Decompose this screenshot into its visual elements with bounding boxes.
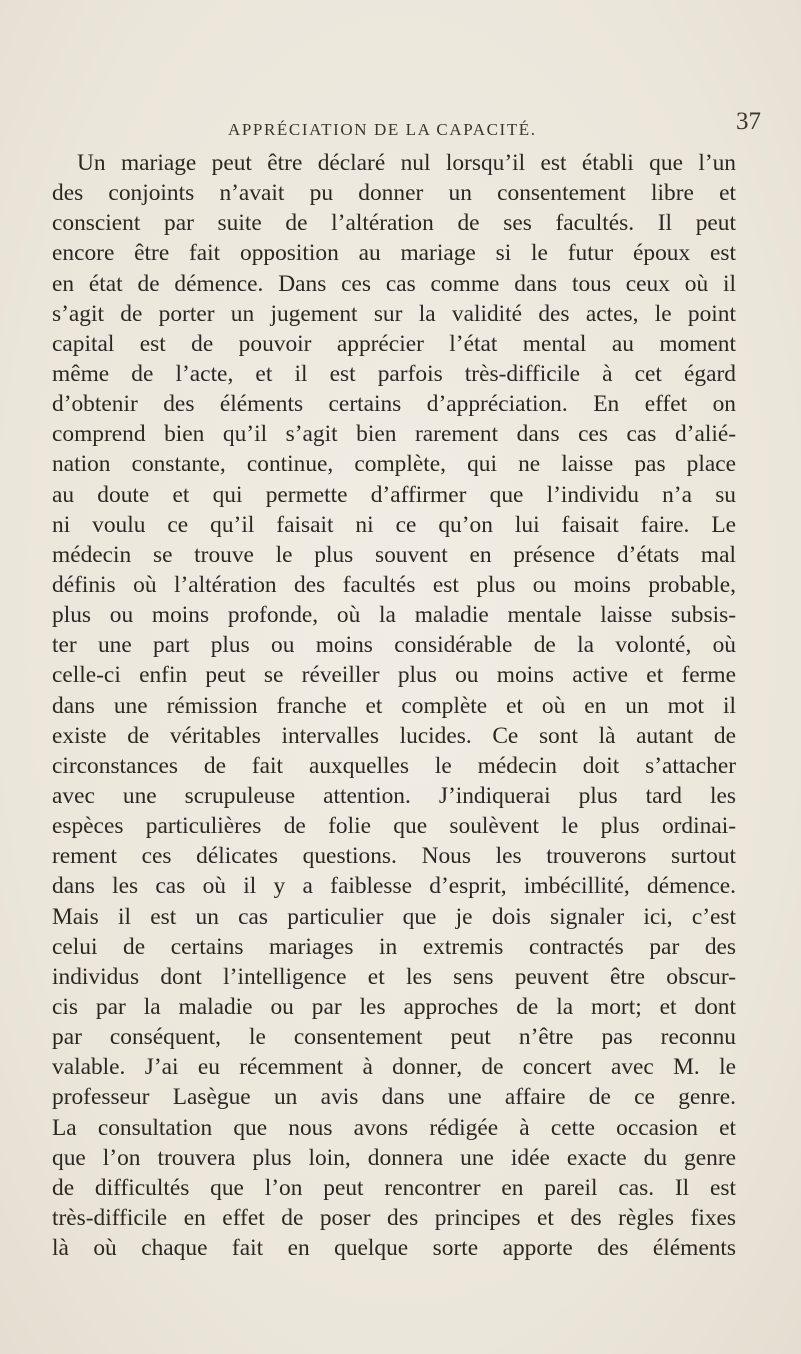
text-line: même de l’acte, et il est parfois très-difficile à cet égard [52, 360, 736, 387]
text-line: là où chaque fait en quelque sorte apporte des éléments [52, 1235, 736, 1262]
running-header [0, 100, 801, 140]
text-line: au doute et qui permette d’affirmer que l’individu n’a su [52, 481, 736, 508]
page-number: 37 [736, 108, 761, 135]
text-line: valable. J’ai eu récemment à donner, de concert avec M. le [52, 1054, 736, 1081]
text-line: celle-ci enfin peut se réveiller plus ou moins active et ferme [52, 662, 736, 689]
text-line: plus ou moins profonde, où la maladie mentale laisse subsis- [52, 602, 736, 629]
text-line: rement ces délicates questions. Nous les trouverons surtout [52, 843, 736, 870]
text-line: encore être fait opposition au mariage si le futur époux est [52, 240, 736, 267]
text-line: définis où l’altération des facultés est plus ou moins probable, [52, 571, 736, 598]
text-line: espèces particulières de folie que soulèvent le plus ordinai- [52, 813, 736, 840]
text-line: avec une scrupuleuse attention. J’indiquerai plus tard les [52, 782, 736, 809]
body-paragraph [52, 148, 736, 1263]
text-line: d’obtenir des éléments certains d’appréciation. En effet on [52, 391, 736, 418]
text-line: cis par la maladie ou par les approches de la mort; et dont [52, 993, 736, 1020]
text-line: s’agit de porter un jugement sur la validité des actes, le point [52, 300, 736, 327]
text-line: nation constante, continue, complète, qui ne laisse pas place [52, 451, 736, 478]
text-line: Un mariage peut être déclaré nul lorsqu’il est établi que l’un [77, 150, 736, 176]
text-line: dans les cas où il y a faiblesse d’esprit, imbécillité, démence. [52, 873, 736, 900]
text-line: par conséquent, le consentement peut n’être pas reconnu [52, 1024, 736, 1051]
text-line: dans une rémission franche et complète et où en un mot il [52, 692, 736, 719]
text-line: que l’on trouvera plus loin, donnera une idée exacte du genre [52, 1144, 736, 1171]
text-line: professeur Lasègue un avis dans une affaire de ce genre. [52, 1084, 736, 1111]
text-line: médecin se trouve le plus souvent en présence d’états mal [52, 541, 736, 568]
text-line: très-difficile en effet de poser des principes et des règles fixes [52, 1204, 736, 1231]
text-line: en état de démence. Dans ces cas comme dans tous ceux où il [52, 270, 736, 297]
text-line: ter une part plus ou moins considérable de la volonté, où [52, 632, 736, 659]
text-line: La consultation que nous avons rédigée à cette occasion et [52, 1114, 736, 1141]
text-line: conscient par suite de l’altération de ses facultés. Il peut [52, 210, 736, 237]
text-line: individus dont l’intelligence et les sens peuvent être obscur- [52, 963, 736, 990]
text-line: Mais il est un cas particulier que je dois signaler ici, c’est [52, 903, 736, 930]
text-line: capital est de pouvoir apprécier l’état mental au moment [52, 330, 736, 357]
text-line: de difficultés que l’on peut rencontrer en pareil cas. Il est [52, 1174, 736, 1201]
text-line: circonstances de fait auxquelles le médecin doit s’attacher [52, 752, 736, 779]
text-line: existe de véritables intervalles lucides. Ce sont là autant de [52, 722, 736, 749]
text-line: des conjoints n’avait pu donner un consentement libre et [52, 180, 736, 207]
text-line: ni voulu ce qu’il faisait ni ce qu’on lui faisait faire. Le [52, 511, 736, 538]
text-line: comprend bien qu’il s’agit bien rarement dans ces cas d’alié- [52, 421, 736, 448]
text-line: celui de certains mariages in extremis contractés par des [52, 933, 736, 960]
running-title: APPRÉCIATION DE LA CAPACITÉ. [228, 120, 537, 139]
